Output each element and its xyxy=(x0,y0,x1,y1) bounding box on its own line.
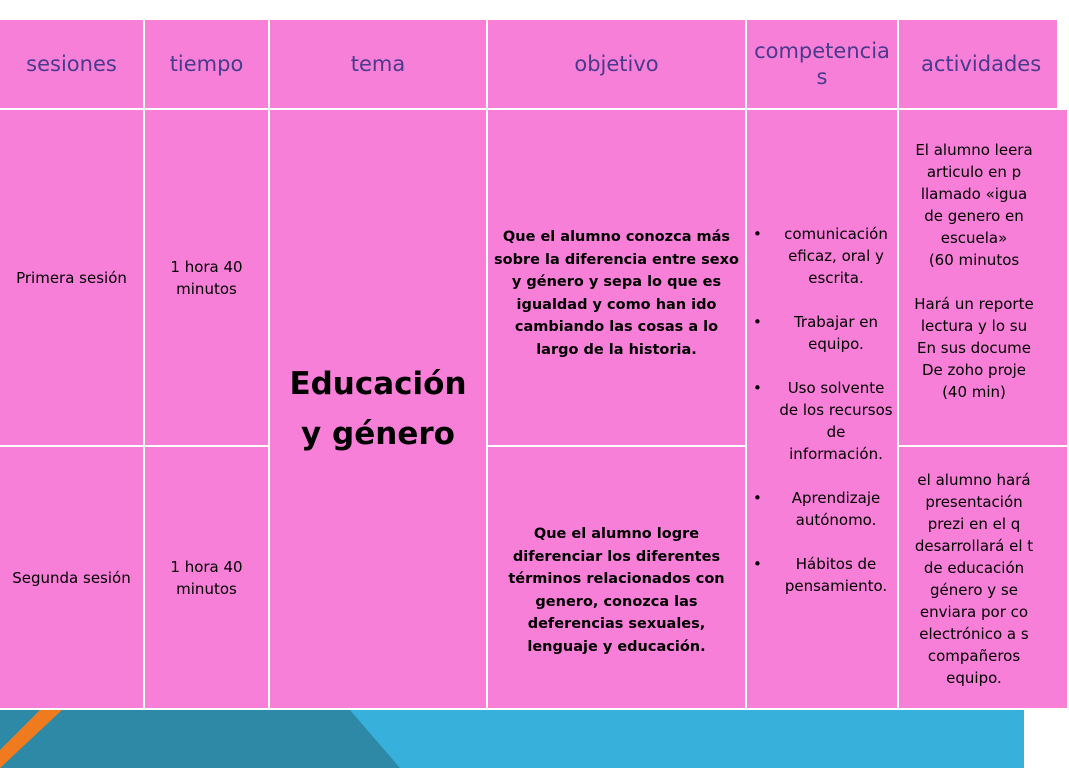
actividad-line: compañeros xyxy=(927,647,1021,665)
actividad-spacer xyxy=(899,271,1049,293)
competencias-list xyxy=(747,223,897,597)
competencia-item xyxy=(747,553,897,597)
header-tema-label: tema xyxy=(350,51,406,76)
cell-actividades-2 xyxy=(899,447,1069,710)
competencia-label: Aprendizaje autónomo. xyxy=(791,489,881,529)
competencia-label: Uso solvente de los recursos de información. xyxy=(779,379,893,463)
cell-actividades-1 xyxy=(899,110,1069,447)
competencia-label: Hábitos de pensamiento. xyxy=(784,555,888,595)
actividad-line: lectura y lo su xyxy=(920,317,1028,335)
bullet-icon: • xyxy=(753,225,762,243)
cell-objetivo-1 xyxy=(488,110,747,447)
header-actividades xyxy=(899,20,1059,110)
actividad-line: de genero en xyxy=(924,207,1024,225)
actividad-line: género y se xyxy=(930,581,1018,599)
objetivo-1-label: Que el alumno conozca más sobre la diferencia entre sexo y género y sepa lo que es igualdad y como han ido cambiando las cosas a lo largo de la historia. xyxy=(494,229,739,358)
actividad-line: de educación xyxy=(923,559,1025,577)
competencia-label: Trabajar en equipo. xyxy=(793,313,879,353)
actividad-line: llamado «igua xyxy=(920,185,1028,203)
actividad-line: En sus docume xyxy=(917,339,1031,357)
header-tiempo xyxy=(145,20,270,110)
tiempo-2-label: 1 hora 40 minutos xyxy=(170,557,243,598)
cell-tema xyxy=(270,110,488,710)
bullet-icon: • xyxy=(753,313,762,331)
actividades-2-text xyxy=(899,469,1049,689)
header-sesiones-label: sesiones xyxy=(26,51,117,76)
header-objetivo xyxy=(488,20,747,110)
actividad-line: (40 min) xyxy=(942,383,1006,401)
actividad-line: desarrollará el t xyxy=(914,537,1034,555)
bullet-icon: • xyxy=(753,489,762,507)
header-sesiones xyxy=(0,20,145,110)
actividad-line: De zoho proje xyxy=(922,361,1026,379)
actividad-line: electrónico a s xyxy=(919,625,1029,643)
header-actividades-label: actividades xyxy=(921,51,1042,76)
cell-tiempo-2 xyxy=(145,447,270,710)
actividad-line: el alumno hará xyxy=(917,471,1031,489)
competencia-item xyxy=(747,377,897,465)
header-competencias xyxy=(747,20,899,110)
band-light xyxy=(350,710,1024,768)
sesion-1-label: Primera sesión xyxy=(16,268,127,287)
competencia-label: comunicación eficaz, oral y escrita. xyxy=(784,225,888,287)
tema-label: Educación y género xyxy=(289,366,467,452)
header-tema xyxy=(270,20,488,110)
actividad-line: equipo. xyxy=(946,669,1002,687)
cell-sesion-1 xyxy=(0,110,145,447)
actividad-line: (60 minutos xyxy=(928,251,1020,269)
actividad-line: enviara por co xyxy=(919,603,1029,621)
actividad-line: escuela» xyxy=(940,229,1008,247)
sesion-2-label: Segunda sesión xyxy=(12,568,131,587)
competencia-item xyxy=(747,487,897,531)
competencia-item xyxy=(747,311,897,355)
objetivo-2-label: Que el alumno logre diferenciar los diferentes términos relacionados con genero, conozca las deferencias sexuales, lenguaje y educación. xyxy=(508,526,725,655)
actividad-line: prezi en el q xyxy=(927,515,1021,533)
actividad-line: Hará un reporte xyxy=(914,295,1034,313)
header-objetivo-label: objetivo xyxy=(574,51,659,76)
actividad-line: El alumno leera xyxy=(915,141,1033,159)
competencia-item xyxy=(747,223,897,289)
cell-competencias xyxy=(747,110,899,710)
actividad-line: articulo en p xyxy=(926,163,1022,181)
decorative-bottom-band xyxy=(0,710,1024,768)
cell-objetivo-2 xyxy=(488,447,747,710)
cell-tiempo-1 xyxy=(145,110,270,447)
header-tiempo-label: tiempo xyxy=(169,51,244,76)
bullet-icon: • xyxy=(753,555,762,573)
actividad-line: presentación xyxy=(925,493,1023,511)
bullet-icon: • xyxy=(753,379,762,397)
tiempo-1-label: 1 hora 40 minutos xyxy=(170,257,243,298)
header-competencias-label: competencias xyxy=(754,38,890,89)
cell-sesion-2 xyxy=(0,447,145,710)
actividades-1-text xyxy=(899,139,1049,403)
